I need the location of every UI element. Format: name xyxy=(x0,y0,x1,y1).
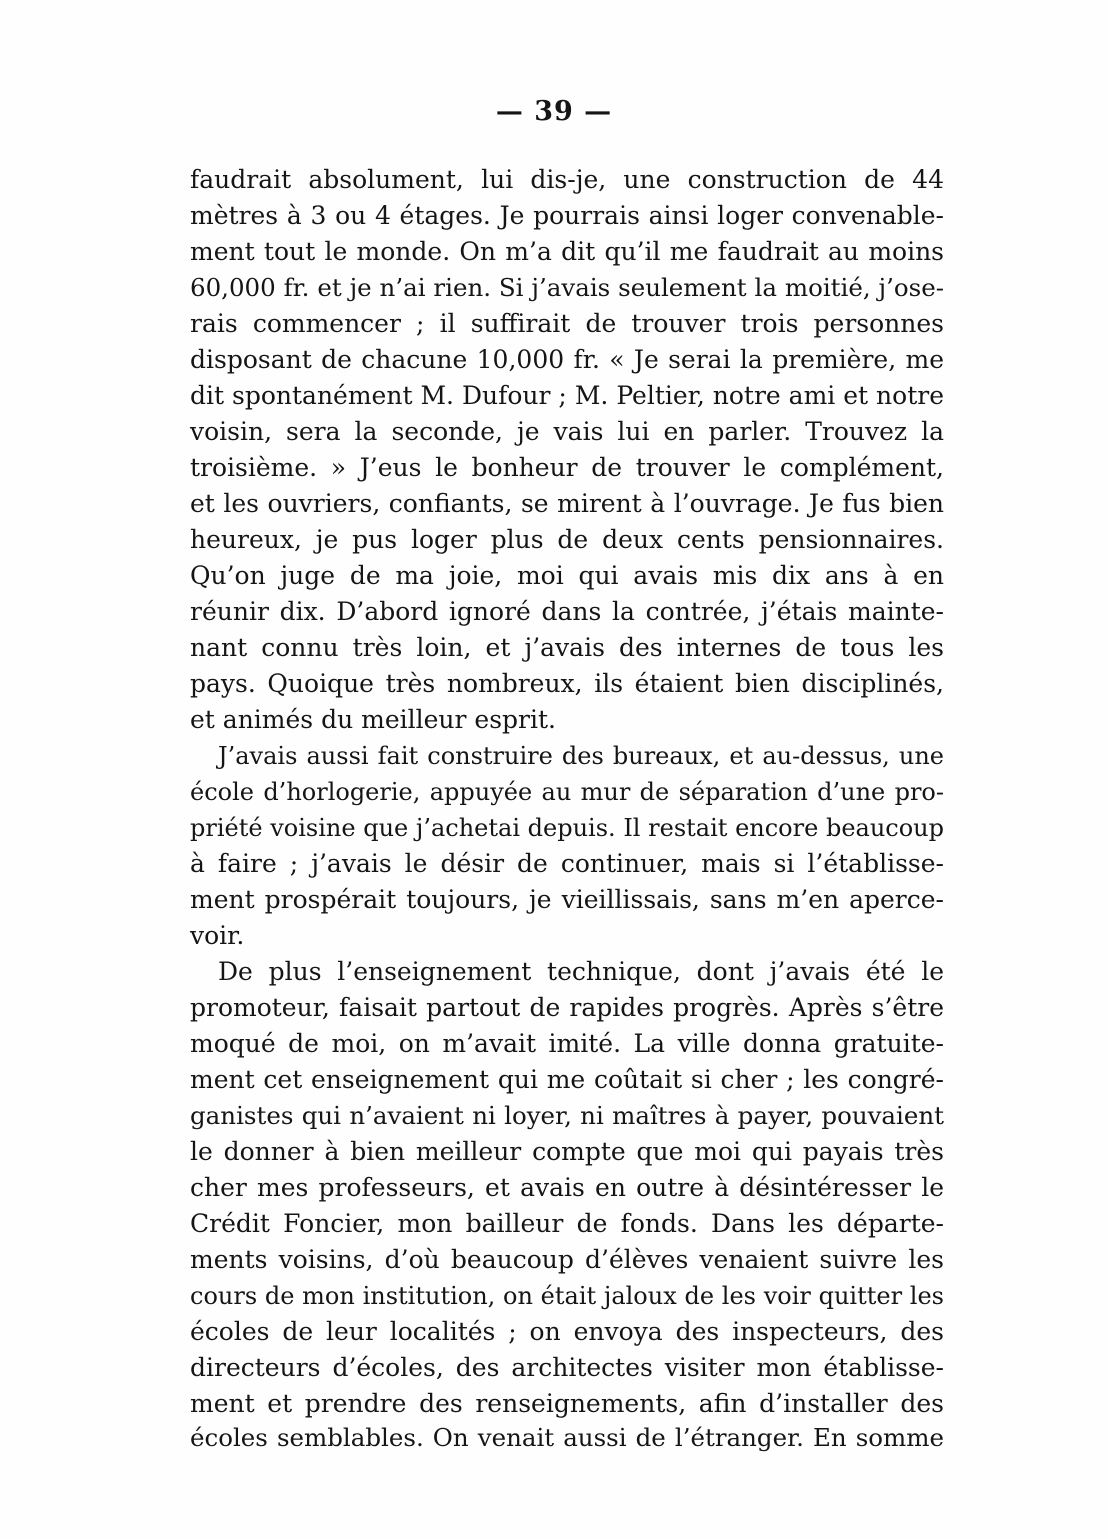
text-line: voir. xyxy=(190,921,245,950)
text-line: promoteur, faisait partout de rapides progrès. Après s’être xyxy=(190,993,944,1022)
text-line: J’avais aussi fait construire des bureaux, et au-dessus, une xyxy=(218,742,944,770)
text-line: troisième. » J’eus le bonheur de trouver le complément, xyxy=(190,453,944,482)
text-line: et les ouvriers, confiants, se mirent à l’ouvrage. Je fus bien xyxy=(190,489,944,518)
text-line: priété voisine que j’achetai depuis. Il restait encore beaucoup xyxy=(190,814,944,842)
text-line: voisin, sera la seconde, je vais lui en parler. Trouvez la xyxy=(190,417,944,446)
text-line: Qu’on juge de ma joie, moi qui avais mis dix ans à en xyxy=(190,561,944,590)
text-line: heureux, je pus loger plus de deux cents pensionnaires. xyxy=(190,525,944,554)
text-line: à faire ; j’avais le désir de continuer, mais si l’établisse- xyxy=(190,849,944,878)
text-line: rais commencer ; il suffirait de trouver trois personnes xyxy=(190,309,944,338)
text-line: mètres à 3 ou 4 étages. Je pourrais ainsi loger convenable- xyxy=(190,201,944,230)
text-line: directeurs d’écoles, des architectes visiter mon établisse- xyxy=(190,1353,944,1382)
text-line: écoles semblables. On venait aussi de l’étranger. En somme xyxy=(190,1423,944,1452)
text-line: ment prospérait toujours, je vieillissais, sans m’en aperce- xyxy=(190,885,944,914)
text-line: Crédit Foncier, mon bailleur de fonds. Dans les départe- xyxy=(190,1209,944,1238)
text-line: école d’horlogerie, appuyée au mur de séparation d’une pro- xyxy=(190,778,944,806)
text-line: ment cet enseignement qui me coûtait si cher ; les congré- xyxy=(190,1065,944,1094)
text-line: ment tout le monde. On m’a dit qu’il me faudrait au moins xyxy=(190,237,944,266)
text-line: cher mes professeurs, et avais en outre à désintéresser le xyxy=(190,1173,944,1202)
text-line: cours de mon institution, on était jaloux de les voir quitter les xyxy=(190,1282,944,1310)
text-line: réunir dix. D’abord ignoré dans la contrée, j’étais mainte- xyxy=(190,597,944,626)
text-line: le donner à bien meilleur compte que moi qui payais très xyxy=(190,1137,944,1166)
text-line: et animés du meilleur esprit. xyxy=(190,705,556,734)
text-line: faudrait absolument, lui dis-je, une construction de 44 xyxy=(190,165,944,194)
text-line: ments voisins, d’où beaucoup d’élèves venaient suivre les xyxy=(190,1245,944,1274)
text-line: ment et prendre des renseignements, afin d’installer des xyxy=(190,1389,944,1418)
text-line: écoles de leur localités ; on envoya des inspecteurs, des xyxy=(190,1317,944,1346)
text-line: pays. Quoique très nombreux, ils étaient bien disciplinés, xyxy=(190,669,944,698)
text-line: 60,000 fr. et je n’ai rien. Si j’avais seulement la moitié, j’ose- xyxy=(190,273,944,302)
text-line: De plus l’enseignement technique, dont j’avais été le xyxy=(218,957,944,986)
text-line: nant connu très loin, et j’avais des internes de tous les xyxy=(190,633,944,662)
text-line: ganistes qui n’avaient ni loyer, ni maîtres à payer, pouvaient xyxy=(190,1101,944,1130)
text-line: disposant de chacune 10,000 fr. « Je serai la première, me xyxy=(190,345,944,374)
text-line: dit spontanément M. Dufour ; M. Peltier, notre ami et notre xyxy=(190,381,944,410)
page-number: — 39 — xyxy=(495,96,613,127)
text-line: moqué de moi, on m’avait imité. La ville donna gratuite- xyxy=(190,1029,944,1058)
